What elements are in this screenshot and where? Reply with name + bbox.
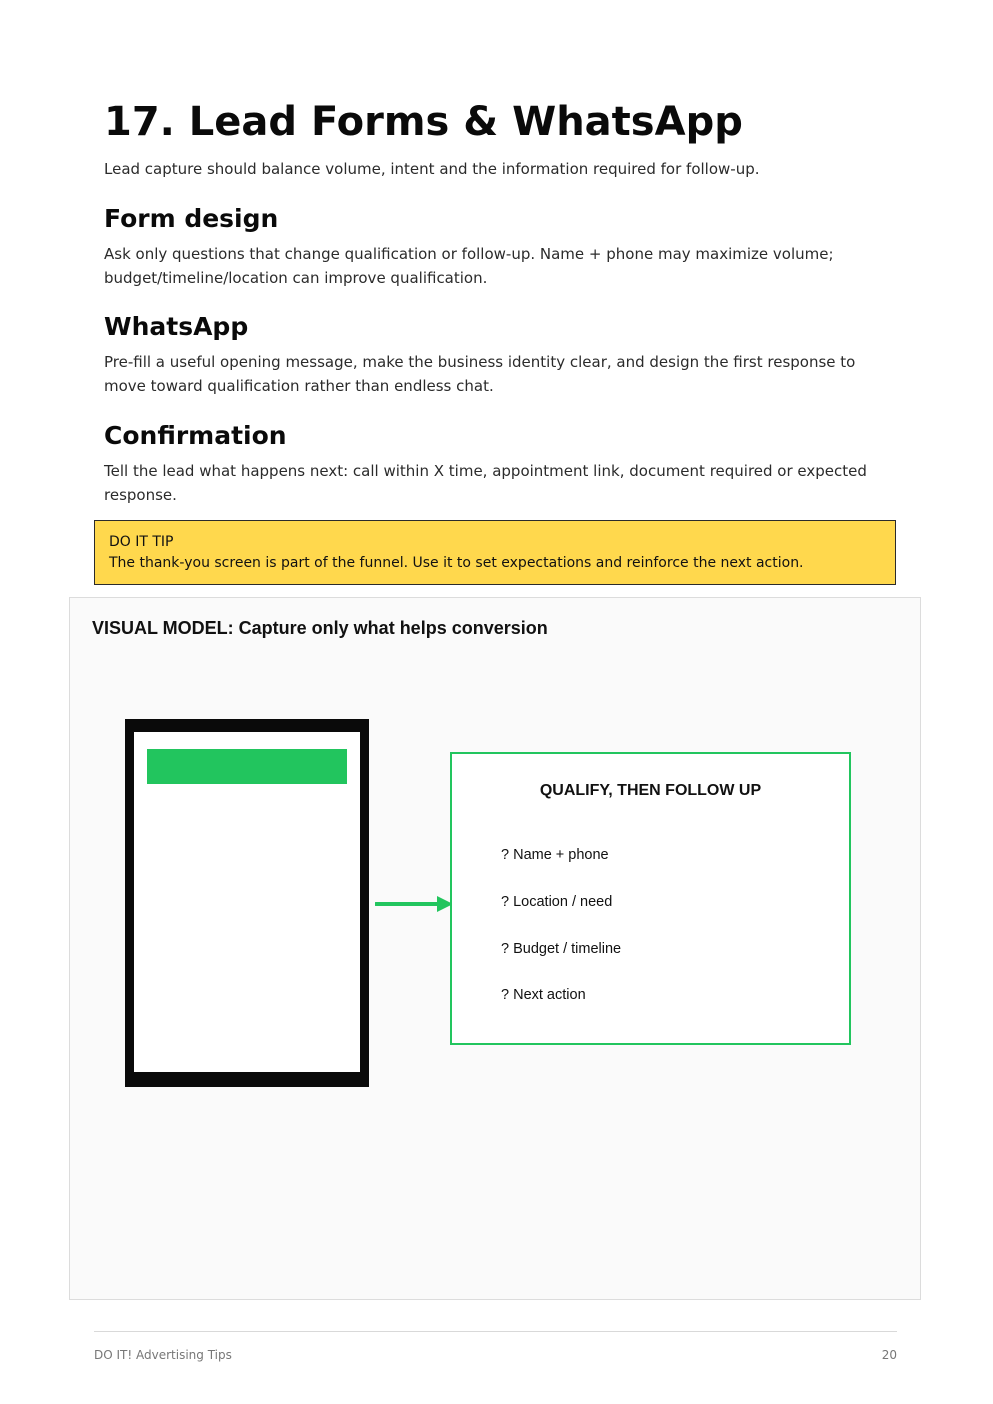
page-title: 17. Lead Forms & WhatsApp (104, 99, 743, 145)
section-body-confirmation: Tell the lead what happens next: call within X time, appointment link, document required or expected response. (104, 462, 867, 504)
section-heading-confirmation: Confirmation (104, 421, 287, 450)
visual-model-title: VISUAL MODEL: Capture only what helps conversion (92, 618, 548, 638)
qualify-item-budget-timeline: ? Budget / timeline (501, 941, 622, 957)
visual-model-panel (69, 597, 921, 1300)
section-body-form-design: Ask only questions that change qualification or follow-up. Name + phone may maximize volume; budget/timeline/location can improve qualification. (104, 245, 834, 287)
right-arrow-icon (375, 892, 455, 916)
phone-header-bar (147, 749, 347, 784)
qualify-item-location-need: ? Location / need (501, 894, 613, 910)
tip-label: DO IT TIP (109, 534, 174, 550)
qualify-card-title: QUALIFY, THEN FOLLOW UP (539, 782, 762, 799)
footer-divider (94, 1331, 897, 1332)
tip-box (94, 520, 896, 585)
footer-publication-name: DO IT! Advertising Tips (94, 1348, 232, 1362)
section-heading-whatsapp: WhatsApp (104, 312, 249, 341)
footer-page-number: 20 (881, 1348, 897, 1362)
qualify-item-name-phone: ? Name + phone (501, 847, 609, 863)
section-heading-form-design: Form design (104, 204, 279, 233)
qualify-card (450, 752, 851, 1045)
intro-paragraph: Lead capture should balance volume, intent and the information required for follow-up. (104, 160, 760, 178)
section-body-whatsapp: Pre-fill a useful opening message, make the business identity clear, and design the first response to move toward qualification rather than endless chat. (104, 353, 856, 395)
tip-text: The thank-you screen is part of the funnel. Use it to set expectations and reinforce the next action. (109, 555, 804, 571)
qualify-item-next-action: ? Next action (501, 987, 586, 1003)
phone-mockup (125, 719, 369, 1087)
